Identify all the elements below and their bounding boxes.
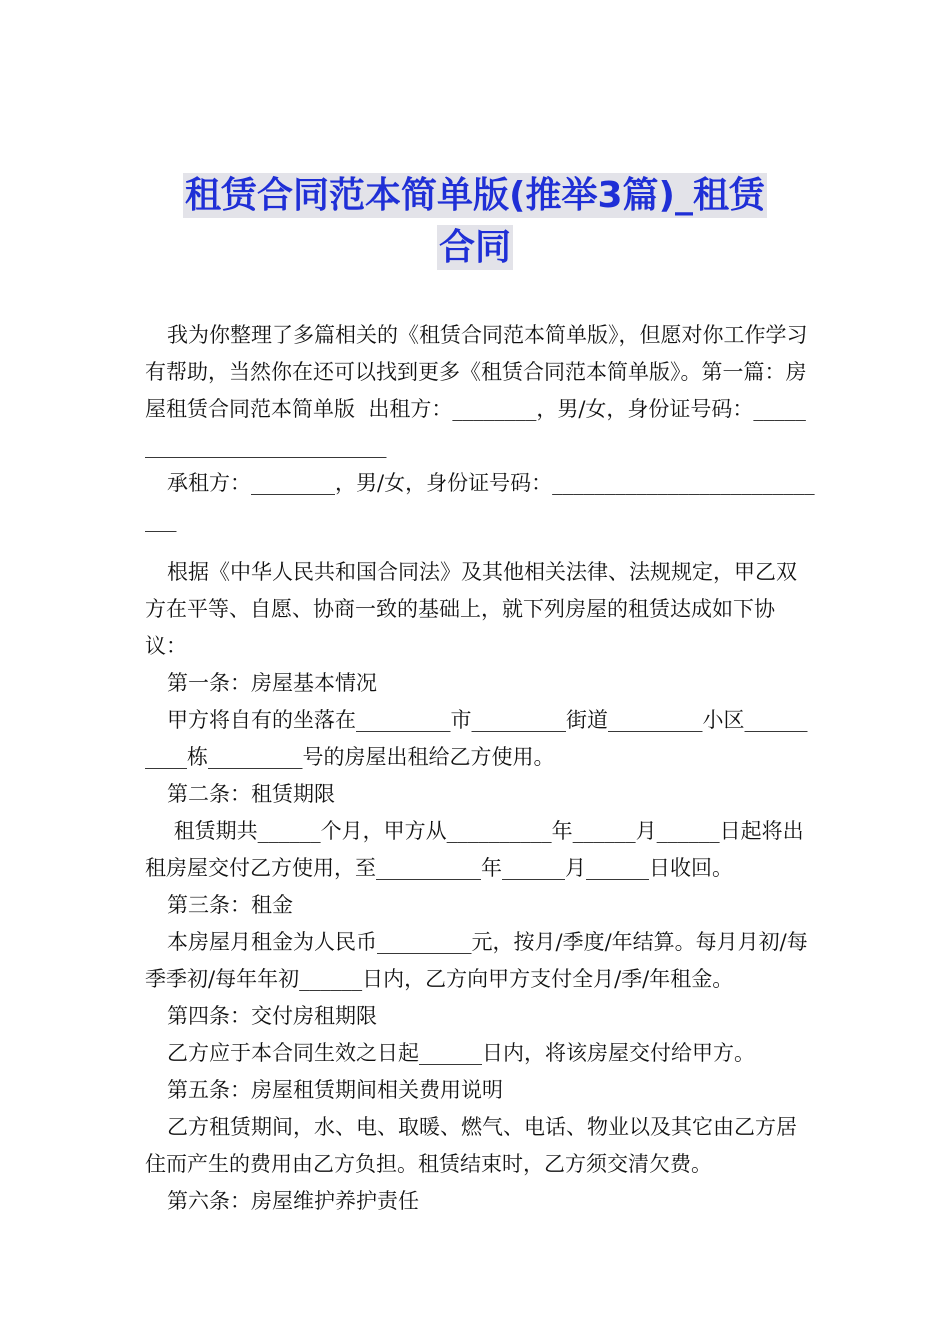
clause-6-heading: 第六条：房屋维护养护责任 [167, 1189, 419, 1213]
document-body [145, 317, 815, 1220]
lessee-paragraph: 承租方：________，男/女，身份证号码：____________________________ [145, 471, 815, 532]
clause-2-text: 租赁期共______个月，甲方从__________年______月______日起将出租房屋交付乙方使用，至__________年______月______日收回。 [145, 819, 804, 880]
title-line-2-text: 合同 [438, 227, 511, 268]
clause-3-heading: 第三条：租金 [167, 893, 293, 917]
clause-4-text: 乙方应于本合同生效之日起______日内，将该房屋交付给甲方。 [167, 1041, 755, 1065]
title-line-1 [0, 170, 950, 222]
clause-2-heading: 第二条：租赁期限 [167, 782, 335, 806]
document-title [0, 170, 950, 274]
intro-paragraph: 我为你整理了多篇相关的《租赁合同范本简单版》，但愿对你工作学习有帮助，当然你在还可以找到更多《租赁合同范本简单版》。第一篇：房屋租赁合同范本简单版 出租方：________，男/女，身份证号码：____________________________ [145, 323, 808, 458]
clause-1-heading: 第一条：房屋基本情况 [167, 671, 377, 695]
clause-5-text: 乙方租赁期间，水、电、取暖、燃气、电话、物业以及其它由乙方居住而产生的费用由乙方负担。租赁结束时，乙方须交清欠费。 [145, 1115, 797, 1176]
title-line-1-text: 租赁合同范本简单版(推举3篇)_租赁 [185, 175, 765, 216]
clause-5-heading: 第五条：房屋租赁期间相关费用说明 [167, 1078, 503, 1102]
clause-1-text: 甲方将自有的坐落在_________市_________街道_________小区__________栋_________号的房屋出租给乙方使用。 [145, 708, 808, 769]
clause-4-heading: 第四条：交付房租期限 [167, 1004, 377, 1028]
title-line-2 [0, 222, 950, 274]
agreement-basis-paragraph: 根据《中华人民共和国合同法》及其他相关法律、法规规定，甲乙双方在平等、自愿、协商一致的基础上，就下列房屋的租赁达成如下协议： [145, 560, 797, 658]
clause-3-text: 本房屋月租金为人民币_________元，按月/季度/年结算。每月月初/每季季初/每年年初______日内，乙方向甲方支付全月/季/年租金。 [145, 930, 808, 991]
